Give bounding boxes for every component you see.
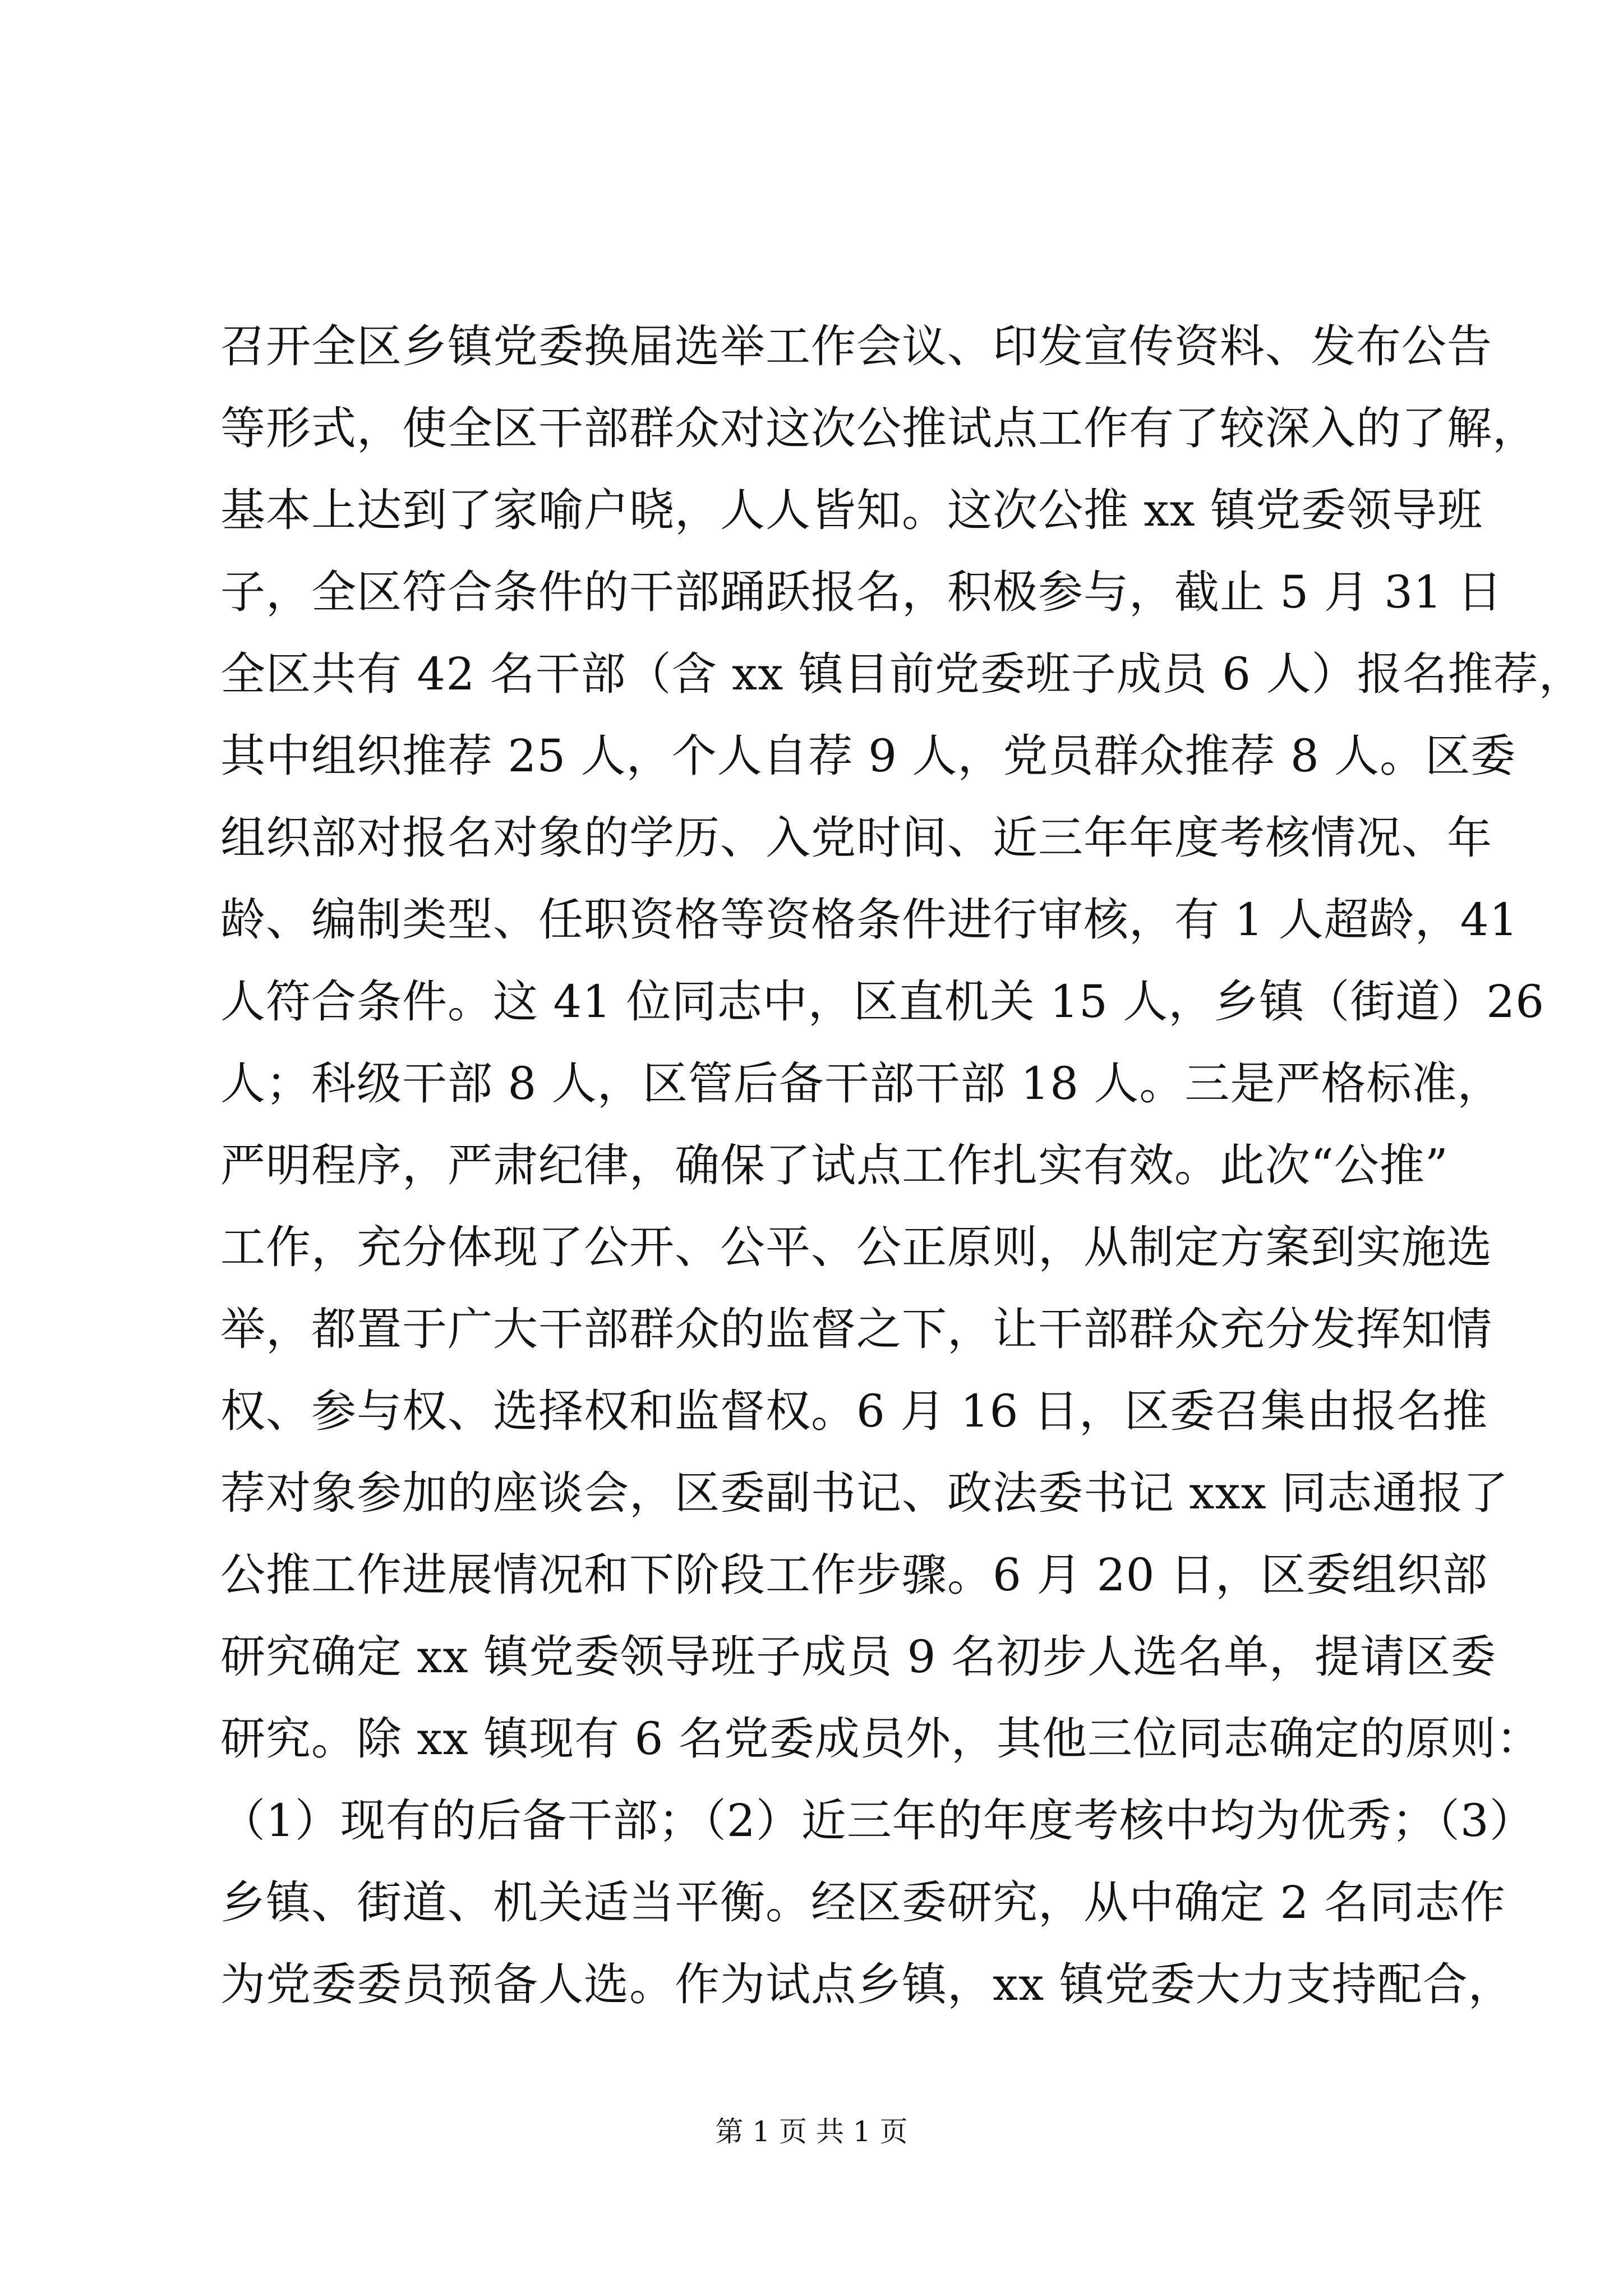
body-line: 举，都置于广大干部群众的监督之下，让干部群众充分发挥知情 — [220, 1303, 1492, 1355]
body-line: 权、参与权、选择权和监督权。6 月 16 日，区委召集由报名推 — [220, 1385, 1488, 1437]
page-footer — [0, 2115, 1623, 2148]
body-line: 研究确定 xx 镇党委领导班子成员 9 名初步人选名单，提请区委 — [220, 1631, 1496, 1683]
body-line: 研究。除 xx 镇现有 6 名党委成员外，其他三位同志确定的原则： — [220, 1713, 1542, 1765]
page-number: 第 1 页 共 1 页 — [715, 2115, 908, 2148]
body-line: 人；科级干部 8 人，区管后备干部干部 18 人。三是严格标准， — [220, 1057, 1503, 1110]
body-line: 乡镇、街道、机关适当平衡。经区委研究，从中确定 2 名同志作 — [220, 1876, 1506, 1929]
body-line: 为党委委员预备人选。作为试点乡镇，xx 镇党委大力支持配合， — [220, 1958, 1514, 2010]
body-line: （1）现有的后备干部；（2）近三年的年度考核中均为优秀；（3） — [220, 1795, 1535, 1847]
body-line: 基本上达到了家喻户晓，人人皆知。这次公推 xx 镇党委领导班 — [220, 484, 1483, 536]
body-line: 工作，充分体现了公开、公平、公正原则，从制定方案到实施选 — [220, 1221, 1492, 1273]
body-line: 荐对象参加的座谈会，区委副书记、政法委书记 xxx 同志通报了 — [220, 1467, 1509, 1519]
document-body — [220, 306, 1584, 2026]
body-line: 子，全区符合条件的干部踊跃报名，积极参与，截止 5 月 31 日 — [220, 566, 1503, 618]
body-line: 等形式，使全区干部群众对这次公推试点工作有了较深入的了解， — [220, 402, 1538, 454]
body-line: 其中组织推荐 25 人，个人自荐 9 人，党员群众推荐 8 人。区委 — [220, 730, 1516, 782]
body-line: 公推工作进展情况和下阶段工作步骤。6 月 20 日，区委组织部 — [220, 1549, 1488, 1601]
body-line: 严明程序，严肃纪律，确保了试点工作扎实有效。此次“公推” — [220, 1139, 1449, 1191]
body-line: 龄、编制类型、任职资格等资格条件进行审核，有 1 人超龄，41 — [220, 894, 1519, 946]
body-line: 人符合条件。这 41 位同志中，区直机关 15 人，乡镇（街道）26 — [220, 976, 1545, 1028]
body-line: 召开全区乡镇党委换届选举工作会议、印发宣传资料、发布公告 — [220, 320, 1492, 372]
body-line: 全区共有 42 名干部（含 xx 镇目前党委班子成员 6 人）报名推荐， — [220, 648, 1584, 700]
body-line: 组织部对报名对象的学历、入党时间、近三年年度考核情况、年 — [220, 812, 1492, 864]
